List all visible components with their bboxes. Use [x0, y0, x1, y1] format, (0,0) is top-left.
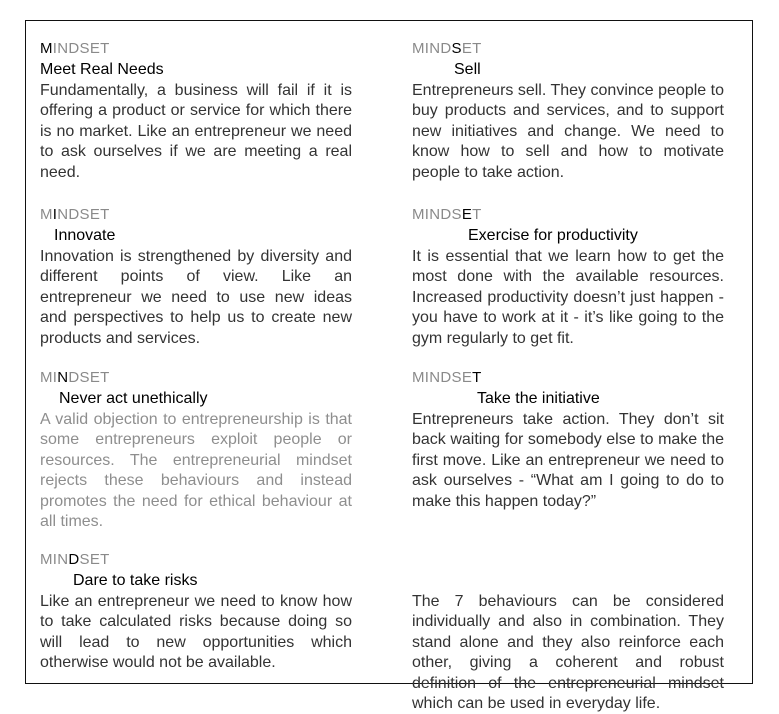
section-heading: Never act unethically — [59, 390, 208, 407]
section-sell — [412, 39, 724, 183]
mindset-label: MINDSET — [412, 206, 482, 223]
section-paragraph: Like an entrepreneur we need to know how to take calculated risks because doing so will lead to new opportunities which otherwise would not be available. — [40, 593, 352, 672]
mindset-label: MINDSET — [40, 40, 110, 57]
mindset-label: MINDSET — [40, 551, 110, 568]
section-heading: Exercise for productivity — [468, 227, 638, 244]
mindset-label: MINDSET — [40, 369, 110, 386]
section-heading: Innovate — [54, 227, 116, 244]
section-paragraph: Fundamentally, a business will fail if it is offering a product or service for which there is no market. Like an entrepreneur we need to ask ourselves if we are meeting a real need. — [40, 82, 352, 181]
section-paragraph: Entrepreneurs sell. They convince people to buy products and services, and to support new initiatives and change. We need to know how to sell and how to motivate people to take action. — [412, 82, 724, 181]
section-paragraph: A valid objection to entrepreneurship is that some entrepreneurs exploit people or resources. The entrepreneurial mindset rejects these behaviours and instead promotes the need for ethical behaviour at all times. — [40, 411, 352, 531]
section-heading: Take the initiative — [477, 390, 600, 407]
section-paragraph: It is essential that we learn how to get the most done with the available resources. Increased productivity doesn’t just happen - you have to work at it - it’s like going to the gym regularly to get fit. — [412, 248, 724, 347]
mindset-label: MINDSET — [40, 206, 110, 223]
section-heading: Dare to take risks — [73, 572, 198, 589]
section-meet-real-needs — [40, 39, 352, 183]
section-innovate — [40, 205, 352, 349]
section-closing — [412, 550, 724, 714]
section-exercise-for-productivity — [412, 205, 724, 349]
closing-paragraph: The 7 behaviours can be considered individually and also in combination. They stand alone and they also reinforce each other, giving a coherent and robust definition of the entrepreneurial mindset which can be used in everyday life. — [412, 593, 724, 713]
section-heading: Sell — [454, 61, 481, 78]
section-never-act-unethically — [40, 368, 352, 532]
section-paragraph: Entrepreneurs take action. They don’t sit back waiting for somebody else to make the first move. Like an entrepreneur we need to ask ourselves - “What am I going to do to make this happen today?” — [412, 411, 724, 510]
section-take-the-initiative — [412, 368, 724, 512]
mindset-label: MINDSET — [412, 369, 482, 386]
mindset-label: MINDSET — [412, 40, 482, 57]
section-paragraph: Innovation is strengthened by diversity and different points of view. Like an entrepreneur we need to use new ideas and perspectives to help us to create new products and services. — [40, 248, 352, 347]
document-frame — [25, 20, 753, 713]
section-dare-to-take-risks — [40, 550, 352, 674]
section-heading: Meet Real Needs — [40, 61, 164, 78]
